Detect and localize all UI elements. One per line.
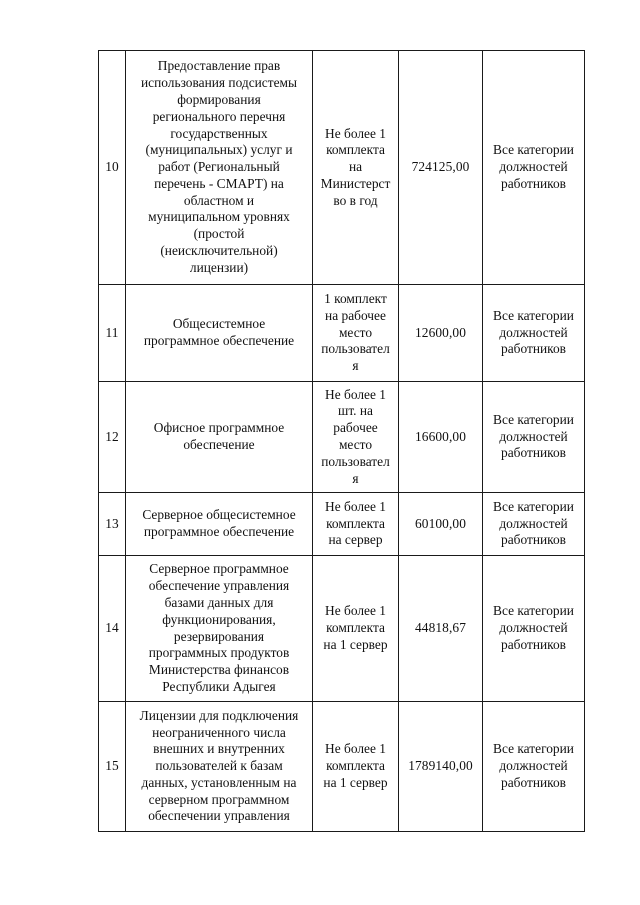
item-category [483,51,585,285]
item-price: 16600,00 [399,382,483,493]
item-name [126,285,313,382]
item-name-text: Офисное программное обеспечение [153,420,285,452]
item-quantity [313,382,399,493]
item-quantity [313,285,399,382]
table-row [99,493,585,556]
item-name [126,556,313,702]
item-quantity-text: Не более 1 шт. на рабочее место пользовател я [321,386,390,486]
item-quantity [313,493,399,556]
table-row [99,285,585,382]
item-quantity-text: Не более 1 комплекта на 1 сервер [323,741,388,790]
item-name-text: Лицензии для подключения неограниченного числа внешних и внутренних пользователей к базам данных, установленным на серверном программном обеспечении управления [139,707,299,824]
item-category-text: Все категории должностей работников [493,603,574,652]
item-price: 1789140,00 [399,702,483,832]
item-name-text: Предоставление прав использования подсистемы формирования регионального перечня государственных (муниципальных) услуг и работ (Региональный перечень - СМАРТ) на областном и муниципальном уровнях (простой (неисключительной) лицензии) [140,58,298,275]
row-number: 12 [99,382,126,493]
item-quantity [313,51,399,285]
item-category-text: Все категории должностей работников [493,498,574,548]
row-number: 11 [99,285,126,382]
table-row [99,51,585,285]
item-category-text: Все категории должностей работников [493,741,574,790]
item-quantity-text: 1 комплект на рабочее место пользовател я [321,291,390,374]
item-quantity-text: Не более 1 комплекта на сервер [325,498,386,548]
item-category [483,702,585,832]
item-name-text: Общесистемное программное обеспечение [143,316,295,348]
item-price: 60100,00 [399,493,483,556]
item-category-text: Все категории должностей работников [493,411,574,461]
row-number: 10 [99,51,126,285]
table-row [99,702,585,832]
table-row [99,382,585,493]
item-name [126,702,313,832]
item-category [483,382,585,493]
row-number: 14 [99,556,126,702]
row-number: 13 [99,493,126,556]
item-name-text: Серверное общесистемное программное обеспечение [142,507,296,539]
item-price: 44818,67 [399,556,483,702]
item-category [483,285,585,382]
item-category [483,493,585,556]
item-price: 724125,00 [399,51,483,285]
item-category-text: Все категории должностей работников [493,142,574,191]
item-category-text: Все категории должностей работников [493,307,574,357]
item-name [126,493,313,556]
row-number: 15 [99,702,126,832]
item-name [126,51,313,285]
item-name-text: Серверное программное обеспечение управления базами данных для функционирования, резервирования программных продуктов Министерства финансов Республики Адыгея [148,561,290,694]
item-category [483,556,585,702]
item-quantity-text: Не более 1 комплекта на 1 сервер [323,603,388,652]
software-cost-table [98,50,585,832]
table-row [99,556,585,702]
item-quantity [313,702,399,832]
item-quantity-text: Не более 1 комплекта на Министерст во в год [320,125,391,208]
item-name [126,382,313,493]
item-price: 12600,00 [399,285,483,382]
item-quantity [313,556,399,702]
